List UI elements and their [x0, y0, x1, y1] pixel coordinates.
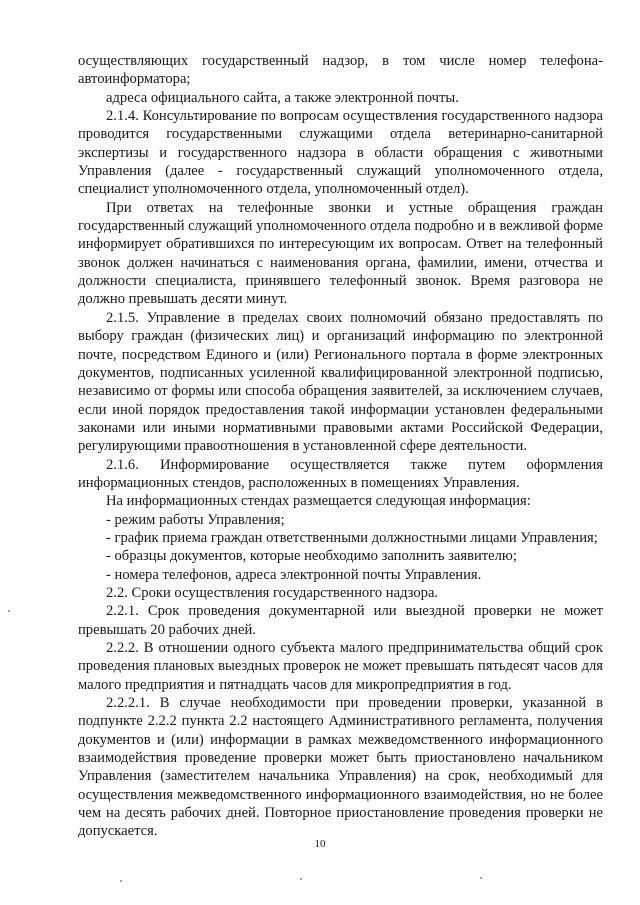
scan-speck	[8, 610, 10, 612]
section-heading: 2.2. Сроки осуществления государственного надзора.	[106, 584, 439, 601]
paragraph: 2.2.1. Срок проведения документарной или выездной проверки не может превышать 20 рабочих дней.	[78, 603, 603, 638]
paragraph: На информационных стендах размещается следующая информация:	[106, 493, 531, 510]
scan-speck	[480, 877, 482, 879]
list-item: - режим работы Управления;	[106, 511, 285, 528]
paragraph: 2.2.2.1. В случае необходимости при проведении проверки, указанной в подпункте 2.2.2 пункта 2.2 настоящего Административного регламента, получения документов и (или) информации в рамках межведомственного информационного взаимодействия проведение проверки может быть приостановлено начальником Управления (заместителем начальника Управления) на срок, необходимый для осуществления межведомственного информационного взаимодействия, но не более чем на десять рабочих дней. Повторное приостановление проведения проверки не допускается.	[78, 695, 603, 840]
paragraph: 2.1.4. Консультирование по вопросам осуществления государственного надзора проводится государственными служащими отдела ветеринарно-санитарной экспертизы и государственного надзора в области обращения с животными Управления (далее - государственный служащий уполномоченного отдела, специалист уполномоченного отдела, уполномоченный отдел).	[78, 108, 603, 198]
document-body	[78, 52, 603, 841]
paragraph: осуществляющих государственный надзор, в том числе номер телефона-автоинформатора;	[78, 53, 603, 88]
paragraph: При ответах на телефонные звонки и устные обращения граждан государственный служащий уполномоченного отдела подробно и в вежливой форме информирует обратившихся по интересующим их вопросам. Ответ на телефонный звонок должен начинаться с наименования органа, фамилии, имени, отчества и должности специалиста, принявшего телефонный звонок. Время разговора не должно превышать десяти минут.	[78, 199, 603, 308]
scan-speck	[120, 880, 122, 882]
list-item: - образцы документов, которые необходимо заполнить заявителю;	[106, 548, 517, 565]
page-number: 10	[314, 838, 326, 850]
scan-speck	[300, 878, 302, 880]
paragraph: 2.1.6. Информирование осуществляется также путем оформления информационных стендов, расположенных в помещениях Управления.	[78, 456, 603, 491]
paragraph: 2.1.5. Управление в пределах своих полномочий обязано предоставлять по выбору граждан (физических лиц) и организаций информацию по электронной почте, посредством Единого и (или) Регионального портала в форме электронных документов, подписанных усиленной квалифицированной электронной подписью, независимо от формы или способа обращения заявителей, за исключением случаев, если иной порядок предоставления такой информации установлен федеральными законами или иными нормативными правовыми актами Российской Федерации, регулирующими правоотношения в установленной сфере деятельности.	[78, 309, 603, 455]
list-item: - график приема граждан ответственными должностными лицами Управления;	[106, 529, 598, 546]
paragraph: адреса официального сайта, а также электронной почты.	[106, 89, 459, 106]
list-item: - номера телефонов, адреса электронной почты Управления.	[106, 566, 482, 583]
paragraph: 2.2.2. В отношении одного субъекта малого предпринимательства общий срок проведения плановых выездных проверок не может превышать пятьдесят часов для малого предприятия и пятнадцать часов для микропредприятия в год.	[78, 640, 603, 693]
